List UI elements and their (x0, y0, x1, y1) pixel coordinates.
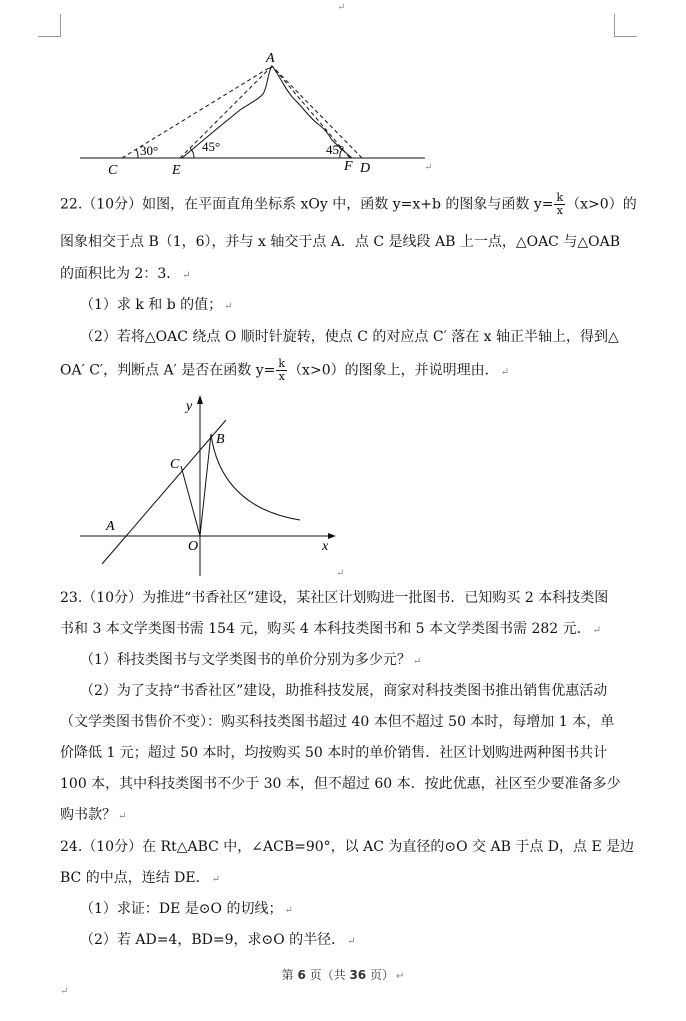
q23-line-2 (60, 619, 620, 641)
return-mark-bottom: ↵ (60, 986, 69, 997)
q23-sub1-text: （1）科技类图书与文学类图书的单价分别为多少元？ (80, 652, 411, 668)
label-C: C (170, 457, 180, 472)
q23-line-1 (60, 588, 620, 608)
q22-sub2-text-2b: （x>0）的图象上，并说明理由． (288, 362, 499, 379)
q23-sub2-line-4 (60, 774, 620, 794)
line-AB (102, 420, 226, 564)
q23-sub2-text-3: 价降低 1 元；超过 50 本时，均按购买 50 本时的单价销售．社区计划购进两种图书共计 (60, 745, 608, 761)
angle-arc-30 (136, 149, 138, 158)
footer-prefix: 第 (281, 968, 298, 982)
footer-suffix: 页） (366, 968, 394, 982)
return-mark: ↵ (592, 625, 602, 636)
angle-45-right-label: 45° (326, 142, 345, 157)
q22-sub1-text: （1）求 k 和 b 的值； (80, 297, 223, 313)
return-mark-fig1: ↵ (424, 162, 433, 173)
return-mark-top: ↵ (337, 2, 346, 13)
q22-sub2-frac-den: x (278, 370, 285, 383)
q22-text-1b: （x>0）的 (566, 196, 637, 213)
q23-sub2-line-2 (60, 712, 620, 732)
return-mark: ↵ (182, 270, 191, 281)
q22-sub2-text-2a: OA′ C′，判断点 A′ 是否在函数 y= (60, 362, 276, 379)
return-mark: ↵ (347, 936, 356, 947)
return-mark: ↵ (500, 366, 509, 378)
footer-total-pages: 36 (349, 968, 367, 982)
q23-sub2-text-2: （文学类图书售价不变）：购买科技类图书超过 40 本但不超过 50 本时，每增加 1 本，单 (60, 714, 615, 730)
q22-sub2-line-2 (60, 358, 620, 383)
return-mark: ↵ (224, 301, 233, 312)
label-x: x (322, 539, 329, 554)
q22-frac-num: k (556, 191, 564, 204)
crop-mark-top-right (614, 14, 637, 37)
segment-OB (200, 434, 211, 536)
y-axis-arrow (197, 395, 203, 404)
segment-OC (181, 466, 200, 536)
q22-text-3: 的面积比为 2：3． (60, 266, 181, 282)
label-B: B (216, 432, 225, 447)
angle-30-label: 30° (140, 143, 159, 158)
return-mark-fig2: ↵ (336, 568, 345, 579)
label-y: y (186, 399, 193, 414)
q23-text-2: 书和 3 本文学类图书需 154 元，购买 4 本科技类图书和 5 本文学类图书需 282 元． (60, 621, 591, 637)
q23-sub2-line-5 (60, 805, 620, 827)
q23-sub2-text-1: （2）为了支持“书香社区”建设，助推科技发展，商家对科技类图书推出销售优惠活动 (80, 683, 608, 699)
q22-line-3 (60, 264, 620, 286)
label-O: O (188, 539, 199, 554)
q24-sub1-text: （1）求证：DE 是⊙O 的切线； (80, 901, 283, 917)
q22-sub2-line-1 (80, 327, 640, 347)
line-DA (272, 66, 362, 158)
q22-sub1 (80, 295, 640, 317)
q23-text-1: 23.（10分）为推进“书香社区”建设，某社区计划购进一批图书．已知购买 2 本科技类图 (60, 590, 609, 606)
q23-sub1 (80, 650, 640, 672)
figure-mountain-svg (70, 48, 440, 180)
q23-sub2-text-5: 购书款？ (60, 807, 116, 823)
q24-text-2: BC 的中点，连结 DE． (60, 870, 210, 886)
q23-sub2-line-3 (60, 743, 620, 763)
label-C: C (108, 163, 118, 178)
line-EA (180, 66, 272, 158)
label-F: F (344, 159, 353, 174)
return-mark: ↵ (395, 971, 405, 982)
figure-mountain (70, 48, 440, 180)
page-footer (0, 966, 686, 983)
label-A: A (266, 51, 275, 66)
return-mark: ↵ (284, 905, 293, 916)
q22-line-2 (60, 232, 620, 252)
label-E: E (172, 163, 181, 178)
q22-frac-den: x (556, 204, 563, 217)
return-mark: ↵ (118, 811, 127, 822)
label-D: D (360, 161, 371, 176)
footer-middle: 页（共 (305, 968, 350, 982)
q23-sub2-text-4: 100 本，其中科技类图书不少于 30 本，但不超过 60 本．按此优惠，社区至少要准备多少 (60, 776, 621, 792)
q22-fraction (554, 192, 565, 217)
q24-line-2 (60, 868, 620, 890)
q22-text-2: 图象相交于点 B（1，6），并与 x 轴交于点 A．点 C 是线段 AB 上一点，△OAC 与△OAB (60, 234, 620, 250)
q24-sub2 (80, 930, 640, 952)
x-axis-arrow (328, 533, 336, 539)
q24-line-1 (60, 837, 635, 857)
q22-text-1a: 22.（10分）如图，在平面直角坐标系 xOy 中，函数 y=x+b 的图象与函数 y= (60, 196, 554, 213)
q22-sub2-frac-num: k (278, 357, 286, 370)
q24-sub2-text: （2）若 AD=4，BD=9，求⊙O 的半径． (80, 932, 346, 948)
figure-graph-svg (78, 392, 348, 578)
q24-sub1 (80, 899, 640, 921)
label-A: A (106, 519, 115, 534)
q22-sub2-fraction (276, 358, 287, 383)
angle-45-left-label: 45° (202, 139, 221, 154)
figure-graph (78, 392, 348, 578)
q22-line-1 (60, 191, 637, 217)
q24-text-1: 24.（10分）在 Rt△ABC 中，∠ACB=90°，以 AC 为直径的⊙O 交 AB 于点 D，点 E 是边 (60, 839, 635, 855)
q22-sub2-text-1: （2）若将△OAC 绕点 O 顺时针旋转，使点 C 的对应点 C′ 落在 x 轴正半轴上，得到△ (80, 329, 619, 345)
q23-sub2-line-1 (80, 681, 640, 701)
footer-page-number: 6 (297, 968, 306, 982)
return-mark: ↵ (211, 874, 220, 885)
crop-mark-top-left (38, 14, 61, 37)
return-mark: ↵ (412, 656, 422, 667)
